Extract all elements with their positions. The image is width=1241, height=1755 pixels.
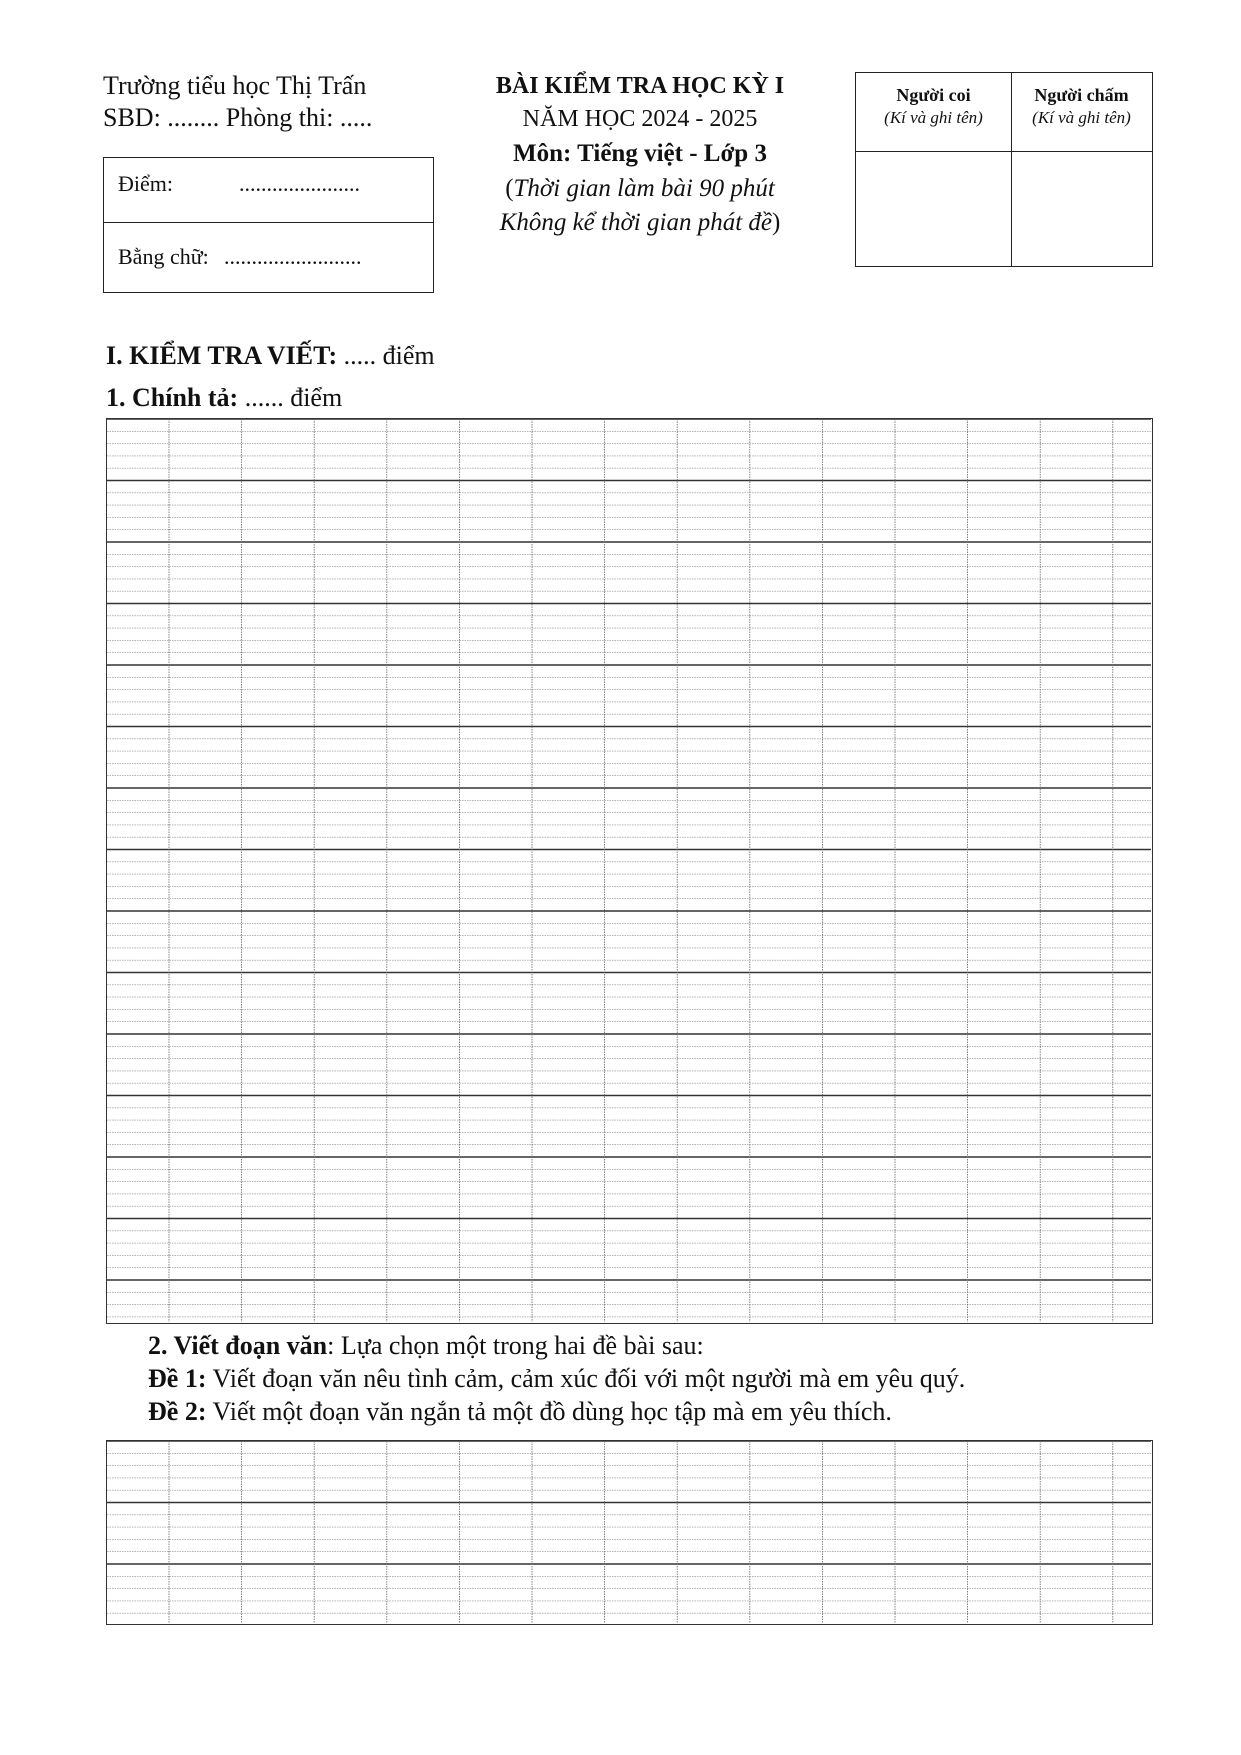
topic-1 xyxy=(148,1362,965,1395)
writing-grid-lines xyxy=(107,419,1151,1322)
grader-header xyxy=(1011,73,1152,152)
duration-line xyxy=(440,172,840,206)
grader-column xyxy=(1011,73,1152,266)
exam-title: BÀI KIỂM TRA HỌC KỲ I xyxy=(495,73,785,99)
dictation-writing-grid[interactable] xyxy=(106,418,1153,1324)
subject-line: Môn: Tiếng việt - Lớp 3 xyxy=(513,140,767,167)
writing-grid-lines xyxy=(107,1441,1151,1623)
score-blank[interactable]: ...................... xyxy=(239,171,360,196)
paren-open: ( xyxy=(505,175,514,202)
paragraph-writing-grid[interactable] xyxy=(106,1440,1153,1625)
grader-title: Người chấm xyxy=(1034,85,1129,105)
proctor-title: Người coi xyxy=(896,85,971,105)
score-words-row xyxy=(104,222,433,292)
exam-title-block xyxy=(440,70,840,240)
paragraph-task-heading xyxy=(148,1329,965,1362)
score-words-blank[interactable]: ......................... xyxy=(224,244,362,269)
dictation-score: ...... điểm xyxy=(238,383,343,412)
topic-2 xyxy=(148,1395,965,1428)
score-words-label: Bằng chữ: xyxy=(118,244,209,269)
topic-1-label: Đề 1: xyxy=(148,1364,207,1393)
topic-1-text: Viết đoạn văn nêu tình cảm, cảm xúc đối với một người mà em yêu quý. xyxy=(206,1364,966,1393)
section-title: I. KIỂM TRA VIẾT: xyxy=(106,341,338,370)
sbd-room-line: SBD: ........ Phòng thi: ..... xyxy=(103,103,373,132)
topic-2-text: Viết một đoạn văn ngắn tả một đồ dùng học tập mà em yêu thích. xyxy=(206,1397,892,1426)
topic-2-label: Đề 2: xyxy=(148,1397,207,1426)
school-info xyxy=(103,70,372,134)
grader-subtitle: (Kí và ghi tên) xyxy=(1032,108,1131,127)
section-writing-heading xyxy=(106,341,435,371)
duration-text: Thời gian làm bài 90 phút xyxy=(513,175,775,202)
duration-note-line xyxy=(440,206,840,240)
paragraph-task xyxy=(148,1329,965,1428)
paren-close: ) xyxy=(772,209,781,236)
score-box xyxy=(103,157,434,293)
dictation-heading xyxy=(106,383,342,413)
school-name: Trường tiểu học Thị Trấn xyxy=(103,71,367,100)
paragraph-title: 2. Viết đoạn văn xyxy=(148,1331,328,1360)
dictation-title: 1. Chính tả: xyxy=(106,383,239,412)
duration-note-text: Không kể thời gian phát đề xyxy=(499,209,772,236)
proctor-header xyxy=(856,73,1011,152)
section-score: ..... điểm xyxy=(337,341,435,370)
proctor-subtitle: (Kí và ghi tên) xyxy=(884,108,983,127)
proctor-column xyxy=(856,73,1012,266)
score-row xyxy=(104,158,433,223)
signature-box xyxy=(855,72,1153,267)
score-label: Điểm: xyxy=(118,171,173,196)
school-year: NĂM HỌC 2024 - 2025 xyxy=(522,106,758,132)
paragraph-instruction: : Lựa chọn một trong hai đề bài sau: xyxy=(327,1331,704,1360)
